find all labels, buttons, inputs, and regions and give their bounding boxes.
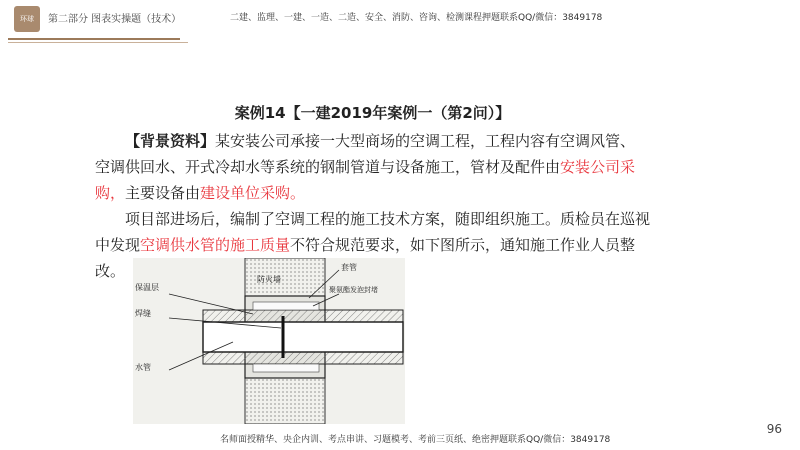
footer-ad-text: 名师面授精华、央企内训、考点串讲、习题模考、考前三页纸、绝密押题联系QQ/微信：3849178 <box>220 435 611 445</box>
label-sleeve: 套管 <box>341 263 357 272</box>
foam-seal-bottom <box>253 364 319 372</box>
p1-highlight-2: 建设单位采购。 <box>200 184 306 202</box>
header-ad-text: 二建、监理、一建、一造、二造、安全、消防、咨询、检测课程押题联系QQ/微信：3849178 <box>230 13 603 23</box>
label-foam-seal: 聚氨酯发泡封堵 <box>329 286 378 294</box>
page-number: 96 <box>766 422 782 436</box>
section-label: 第二部分 图表实操题（技术） <box>48 14 182 25</box>
p2-highlight: 空调供水管的施工质量 <box>140 236 291 254</box>
background-label: 【背景资料】 <box>125 132 216 150</box>
foam-seal-top <box>253 302 319 310</box>
label-water-pipe: 水管 <box>135 363 151 372</box>
pipe-diagram <box>133 258 405 424</box>
background-paragraph <box>95 128 650 206</box>
header-divider-thin <box>8 42 188 43</box>
p1-highlight-1: 安装公司采购， <box>95 158 636 202</box>
p2-text-a: 项目部进场后，编制了空调工程的施工技术方案，随即组织施工。质检员在巡视中发现 <box>95 210 651 254</box>
case-title: 案例14【一建2019年案例一（第2问）】 <box>234 104 511 122</box>
water-pipe-shape <box>203 322 403 352</box>
p1-text-a: 某安装公司承接一大型商场的空调工程，工程内容有空调风管、空调供回水、开式冷却水等系统的钢制管道与设备施工，管材及配件由 <box>95 132 636 176</box>
p1-text-b: 主要设备由 <box>125 184 201 202</box>
pipe-penetration-figure <box>133 258 405 424</box>
header-divider <box>8 38 180 40</box>
label-weld: 焊缝 <box>135 309 151 318</box>
p2-text-b: 不符合规范要求，如下图所示，通知施工作业人员整改。 <box>95 236 636 280</box>
label-firewall: 防火墙 <box>257 275 281 284</box>
brand-logo: 环球 <box>14 6 40 32</box>
case-content <box>95 100 650 284</box>
label-insulation: 保温层 <box>135 283 159 292</box>
